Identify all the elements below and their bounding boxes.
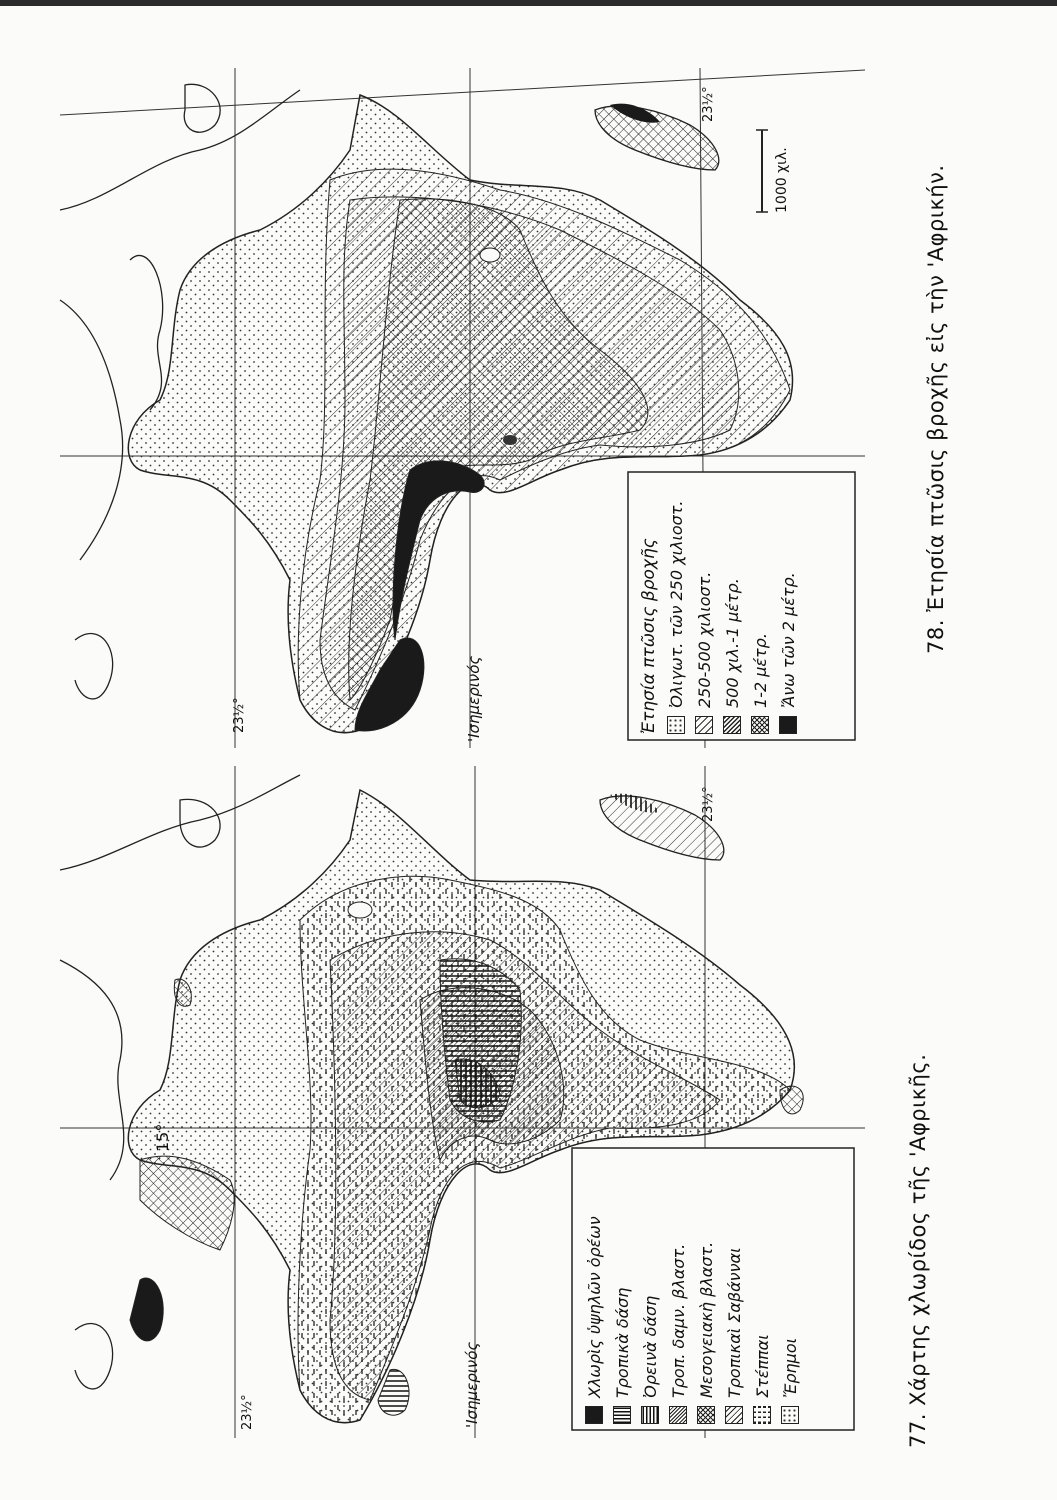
swatch-solid-dark: [585, 1406, 603, 1424]
legend-77: [580, 1152, 804, 1426]
swatch-vertical-lines: [613, 1406, 631, 1424]
legend-item-dots-77: Ἔρημοι: [776, 1152, 804, 1424]
swatch-diagonal: [723, 716, 741, 734]
equator-label-77: 'Ισημερινός: [463, 1341, 481, 1428]
swatch-crosshatch: [751, 716, 769, 734]
legend-title-78: Ἐτησία πτῶσις βροχῆς: [639, 538, 659, 734]
legend-78: [636, 476, 802, 736]
tropic-label-south-78: 23½°: [701, 86, 716, 122]
scale-label: 1000 χιλ.: [774, 147, 790, 213]
swatch-diagonal-dense: [669, 1406, 687, 1424]
legend-item-dashes: Στέππαι: [748, 1152, 776, 1424]
swatch-dots: [667, 716, 685, 734]
legend-item-diagonal-77: Τροπικαὶ Σαβάνναι: [720, 1152, 748, 1424]
legend-item-diagonal: 500 χιλ.-1 μέτρ.: [718, 476, 746, 734]
equator-label-78: 'Ισημερινός: [465, 655, 483, 742]
legend-item-horizontal-lines: Ὀρεινὰ δάση: [636, 1152, 664, 1424]
legend-item-crosshatch: 1-2 μέτρ.: [746, 476, 774, 734]
caption-78: 78. Ἐτησία πτῶσις βροχῆς εἰς τὴν 'Αφρικήν.: [924, 164, 948, 654]
tropic-label-north-78: 23½°: [232, 697, 247, 733]
legend-item-solid: Ἄνω τῶν 2 μέτρ.: [774, 476, 802, 734]
legend-item-crosshatch-77: Μεσογειακὴ βλαστ.: [692, 1152, 720, 1424]
swatch-crosshatch-77: [697, 1406, 715, 1424]
legend-item-diagonal-dense: Τροπ. δαμν. βλαστ.: [664, 1152, 692, 1424]
swatch-dashes: [753, 1406, 771, 1424]
tropic-label-north-77: 23½°: [240, 1394, 255, 1430]
legend-item-solid-dark: Χλωρὶς ὑψηλῶν ὀρέων: [580, 1152, 608, 1424]
legend-item-dots: Ὀλιγωτ. τῶν 250 χιλιοστ.: [662, 476, 690, 734]
caption-77: 77. Χάρτης χλωρίδος τῆς 'Αφρικῆς.: [906, 1053, 930, 1448]
swatch-dots-77: [781, 1406, 799, 1424]
swatch-diagonal-sparse: [695, 716, 713, 734]
swatch-horizontal-lines: [641, 1406, 659, 1424]
swatch-diagonal-77: [725, 1406, 743, 1424]
meridian-label-77: 15°: [153, 1123, 172, 1152]
legend-item-vertical-lines: Τροπικὰ δάση: [608, 1152, 636, 1424]
tropic-label-south-77: 23½°: [701, 786, 716, 822]
swatch-solid: [779, 716, 797, 734]
legend-item-diagonal-sparse: 250-500 χιλιοστ.: [690, 476, 718, 734]
